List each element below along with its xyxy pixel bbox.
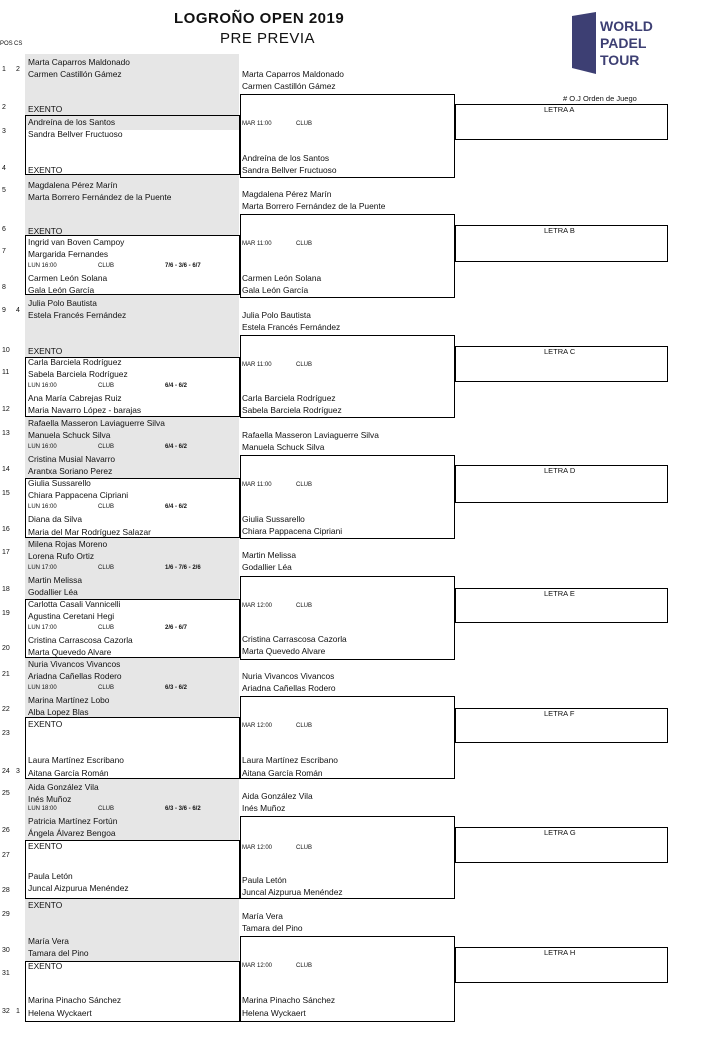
round1-player-name: Maria Navarro López - barajas [28,405,142,415]
round1-player-name: Rafaella Masseron Laviaguerre Silva [28,418,165,428]
match-time: MAR 12:00 [242,723,273,729]
schedule-letter: LETRA B [544,226,575,235]
round2-player-name: Julia Polo Bautista [242,310,311,320]
round2-player-name: Aida González Vila [242,791,313,801]
match-time: MAR 12:00 [242,845,273,851]
round2-match-box [240,696,455,779]
position-number: 13 [2,430,10,437]
round1-player-name: Patricia Martínez Fortún [28,816,118,826]
round1-player-name: Helena Wyckaert [28,1008,92,1018]
round2-player-name: Nuria Vivancos Vivancos [242,671,335,681]
page-title: LOGROÑO OPEN 2019 [174,10,345,27]
round2-player-name: Cristina Carrascosa Cazorla [242,634,347,644]
round2-player-name: Gala León García [242,285,309,295]
position-number: 9 [2,307,6,314]
round1-player-name: EXENTO [28,719,63,729]
position-number: 30 [2,947,10,954]
match-result: 6/3 - 3/6 - 6/2 [165,806,201,812]
match-time: MAR 11:00 [242,121,272,127]
round2-player-name: Magdalena Pérez Marín [242,189,332,199]
round2-player-name: Laura Martínez Escribano [242,755,338,765]
match-result: 1/6 - 7/6 - 2/6 [165,565,201,571]
round1-player-name: Martin Melissa [28,575,82,585]
match-time: LUN 16:00 [28,263,57,269]
match-club: CLUB [296,241,313,247]
position-number: 23 [2,730,10,737]
round1-player-name: Cristina Carrascosa Cazorla [28,635,133,645]
round2-player-name: Marina Pinacho Sánchez [242,995,336,1005]
position-number: 21 [2,671,10,678]
logo-text-world: WORLD [600,18,653,34]
round1-player-name: Julia Polo Bautista [28,298,97,308]
match-result: 6/4 - 6/2 [165,504,188,510]
round1-player-name: EXENTO [28,104,63,114]
round1-player-name: Alba Lopez Blas [28,707,89,717]
round2-player-name: Marta Caparros Maldonado [242,69,344,79]
match-club: CLUB [296,121,313,127]
position-number: 15 [2,490,10,497]
round2-player-name: Sandra Bellver Fructuoso [242,165,337,175]
logo-text-tour: TOUR [600,52,640,68]
match-time: MAR 12:00 [242,963,273,969]
position-number: 29 [2,911,10,918]
match-club: CLUB [98,806,115,812]
round1-player-name: Estela Francés Fernández [28,310,127,320]
round1-player-name: Carlotta Casali Vannicelli [28,599,121,609]
schedule-letter: LETRA A [544,105,575,114]
round1-player-name: Marina Martínez Lobo [28,695,110,705]
round1-player-name: Sandra Bellver Fructuoso [28,129,123,139]
round1-player-name: Ana María Cabrejas Ruiz [28,393,122,403]
position-number: 7 [2,248,6,255]
round2-player-name: Rafaella Masseron Laviaguerre Silva [242,430,379,440]
logo-text-padel: PADEL [600,35,647,51]
round1-player-name: EXENTO [28,165,63,175]
round2-player-name: Carmen León Solana [242,273,322,283]
round1-player-name: Milena Rojas Moreno [28,539,108,549]
position-number: 22 [2,706,10,713]
round1-player-name: Carla Barciela Rodríguez [28,357,122,367]
round2-player-name: Carla Barciela Rodríguez [242,393,336,403]
round1-player-name: Lorena Rufo Ortiz [28,551,95,561]
position-number: 19 [2,610,10,617]
schedule-letter: LETRA C [544,347,576,356]
match-result: 6/4 - 6/2 [165,383,188,389]
position-number: 26 [2,827,10,834]
round1-player-name: Marta Borrero Fernández de la Puente [28,192,172,202]
column-header-cs: CS [14,41,23,47]
round2-player-name: Paula Letón [242,875,287,885]
round2-player-name: Godallier Léa [242,562,292,572]
match-time: MAR 11:00 [242,482,272,488]
round1-player-name: Nuria Vivancos Vivancos [28,659,121,669]
position-number: 16 [2,526,10,533]
match-club: CLUB [296,362,313,368]
round1-player-name: Carmen Castillón Gámez [28,69,122,79]
schedule-letter: LETRA E [544,589,575,598]
position-number: 32 [2,1008,10,1015]
round1-player-name: EXENTO [28,841,63,851]
schedule-letter: LETRA F [544,709,575,718]
match-time: MAR 11:00 [242,241,272,247]
round2-player-name: Chiara Pappacena Cipriani [242,526,343,536]
position-number: 4 [2,165,6,172]
round1-player-name: Agustina Ceretani Hegi [28,611,115,621]
position-number: 6 [2,226,6,233]
column-header-pos: POS [0,41,13,47]
position-number: 5 [2,187,6,194]
position-number: 3 [2,128,6,135]
round1-player-name: Marina Pinacho Sánchez [28,995,122,1005]
position-number: 28 [2,887,10,894]
round1-player-name: Marta Caparros Maldonado [28,57,130,67]
round1-player-name: EXENTO [28,900,63,910]
schedule-letter: LETRA G [544,828,576,837]
match-time: LUN 18:00 [28,806,57,812]
round1-player-name: EXENTO [28,961,63,971]
match-time: LUN 17:00 [28,565,57,571]
match-result: 7/6 - 3/6 - 6/7 [165,263,201,269]
round1-player-name: María Vera [28,936,69,946]
round2-player-name: María Vera [242,911,283,921]
round1-player-name: Ingrid van Boven Campoy [28,237,125,247]
match-time: LUN 18:00 [28,685,57,691]
position-number: 20 [2,645,10,652]
round2-player-name: Giulia Sussarello [242,514,305,524]
round2-player-name: Aitana García Román [242,768,323,778]
position-number: 11 [2,369,10,376]
round1-player-name: Magdalena Pérez Marín [28,180,118,190]
round1-player-name: Gala León García [28,285,95,295]
position-number: 18 [2,586,10,593]
match-club: CLUB [98,444,115,450]
position-number: 25 [2,790,10,797]
round1-player-name: Ángela Álvarez Bengoa [28,828,116,838]
seed-number: 2 [16,66,20,73]
round1-player-name: Aitana García Román [28,768,109,778]
round2-player-name: Marta Quevedo Alvare [242,646,326,656]
match-club: CLUB [98,685,115,691]
seed-number: 4 [16,307,20,314]
match-time: LUN 16:00 [28,383,57,389]
round1-player-name: Aida González Vila [28,782,99,792]
match-time: LUN 16:00 [28,504,57,510]
round1-player-name: Diana da Silva [28,514,83,524]
match-time: MAR 12:00 [242,603,273,609]
round1-player-name: Carmen León Solana [28,273,108,283]
round1-player-name: Inés Muñoz [28,794,72,804]
position-number: 10 [2,347,10,354]
schedule-letter: LETRA D [544,466,576,475]
round1-player-name: Tamara del Pino [28,948,89,958]
round2-player-name: Marta Borrero Fernández de la Puente [242,201,386,211]
round1-player-name: Chiara Pappacena Cipriani [28,490,129,500]
match-club: CLUB [98,263,115,269]
round1-player-name: Laura Martínez Escribano [28,755,124,765]
position-number: 14 [2,466,10,473]
match-club: CLUB [296,482,313,488]
match-club: CLUB [98,504,115,510]
round1-player-name: Sabela Barciela Rodríguez [28,369,128,379]
round2-player-name: Estela Francés Fernández [242,322,341,332]
round1-player-name: Paula Letón [28,871,73,881]
position-number: 27 [2,852,10,859]
round1-player-name: Manuela Schuck Silva [28,430,111,440]
schedule-header: # O.J Orden de Juego [563,94,637,103]
round2-player-name: Martin Melissa [242,550,296,560]
round1-player-name: Arantxa Soriano Perez [28,466,113,476]
round2-player-name: Juncal Aizpurua Menéndez [242,887,343,897]
round1-player-name: Andreína de los Santos [28,117,116,127]
match-club: CLUB [296,845,313,851]
round1-player-name: Giulia Sussarello [28,478,91,488]
round2-player-name: Andreína de los Santos [242,153,330,163]
match-result: 6/3 - 6/2 [165,685,188,691]
round1-player-name: Cristina Musial Navarro [28,454,116,464]
match-club: CLUB [98,625,115,631]
match-club: CLUB [98,383,115,389]
position-number: 1 [2,66,6,73]
match-club: CLUB [296,723,313,729]
round2-player-name: Ariadna Cañellas Rodero [242,683,336,693]
match-time: LUN 16:00 [28,444,57,450]
round2-player-name: Helena Wyckaert [242,1008,306,1018]
page-subtitle: PRE PREVIA [220,30,316,47]
schedule-letter: LETRA H [544,948,576,957]
seed-number: 1 [16,1008,20,1015]
round1-player-name: Maria del Mar Rodríguez Salazar [28,527,151,537]
round1-player-name: EXENTO [28,346,63,356]
round1-player-name: Margarida Fernandes [28,249,109,259]
seed-number: 3 [16,768,20,775]
position-number: 24 [2,768,10,775]
match-club: CLUB [296,963,313,969]
match-club: CLUB [296,603,313,609]
match-time: MAR 11:00 [242,362,272,368]
position-number: 8 [2,284,6,291]
round1-player-name: Juncal Aizpurua Menéndez [28,883,129,893]
round1-player-name: Ariadna Cañellas Rodero [28,671,122,681]
position-number: 17 [2,549,10,556]
match-club: CLUB [98,565,115,571]
round1-player-name: EXENTO [28,226,63,236]
round1-player-name: Marta Quevedo Alvare [28,647,112,657]
round2-player-name: Tamara del Pino [242,923,303,933]
match-time: LUN 17:00 [28,625,57,631]
position-number: 12 [2,406,10,413]
match-result: 2/6 - 6/7 [165,625,188,631]
round1-player-name: Godallier Léa [28,587,78,597]
world-padel-tour-logo [572,12,672,74]
position-number: 31 [2,970,10,977]
match-result: 6/4 - 6/2 [165,444,188,450]
round2-player-name: Manuela Schuck Silva [242,442,325,452]
position-number: 2 [2,104,6,111]
round2-player-name: Sabela Barciela Rodríguez [242,405,342,415]
round2-player-name: Carmen Castillón Gámez [242,81,336,91]
round2-player-name: Inés Muñoz [242,803,286,813]
